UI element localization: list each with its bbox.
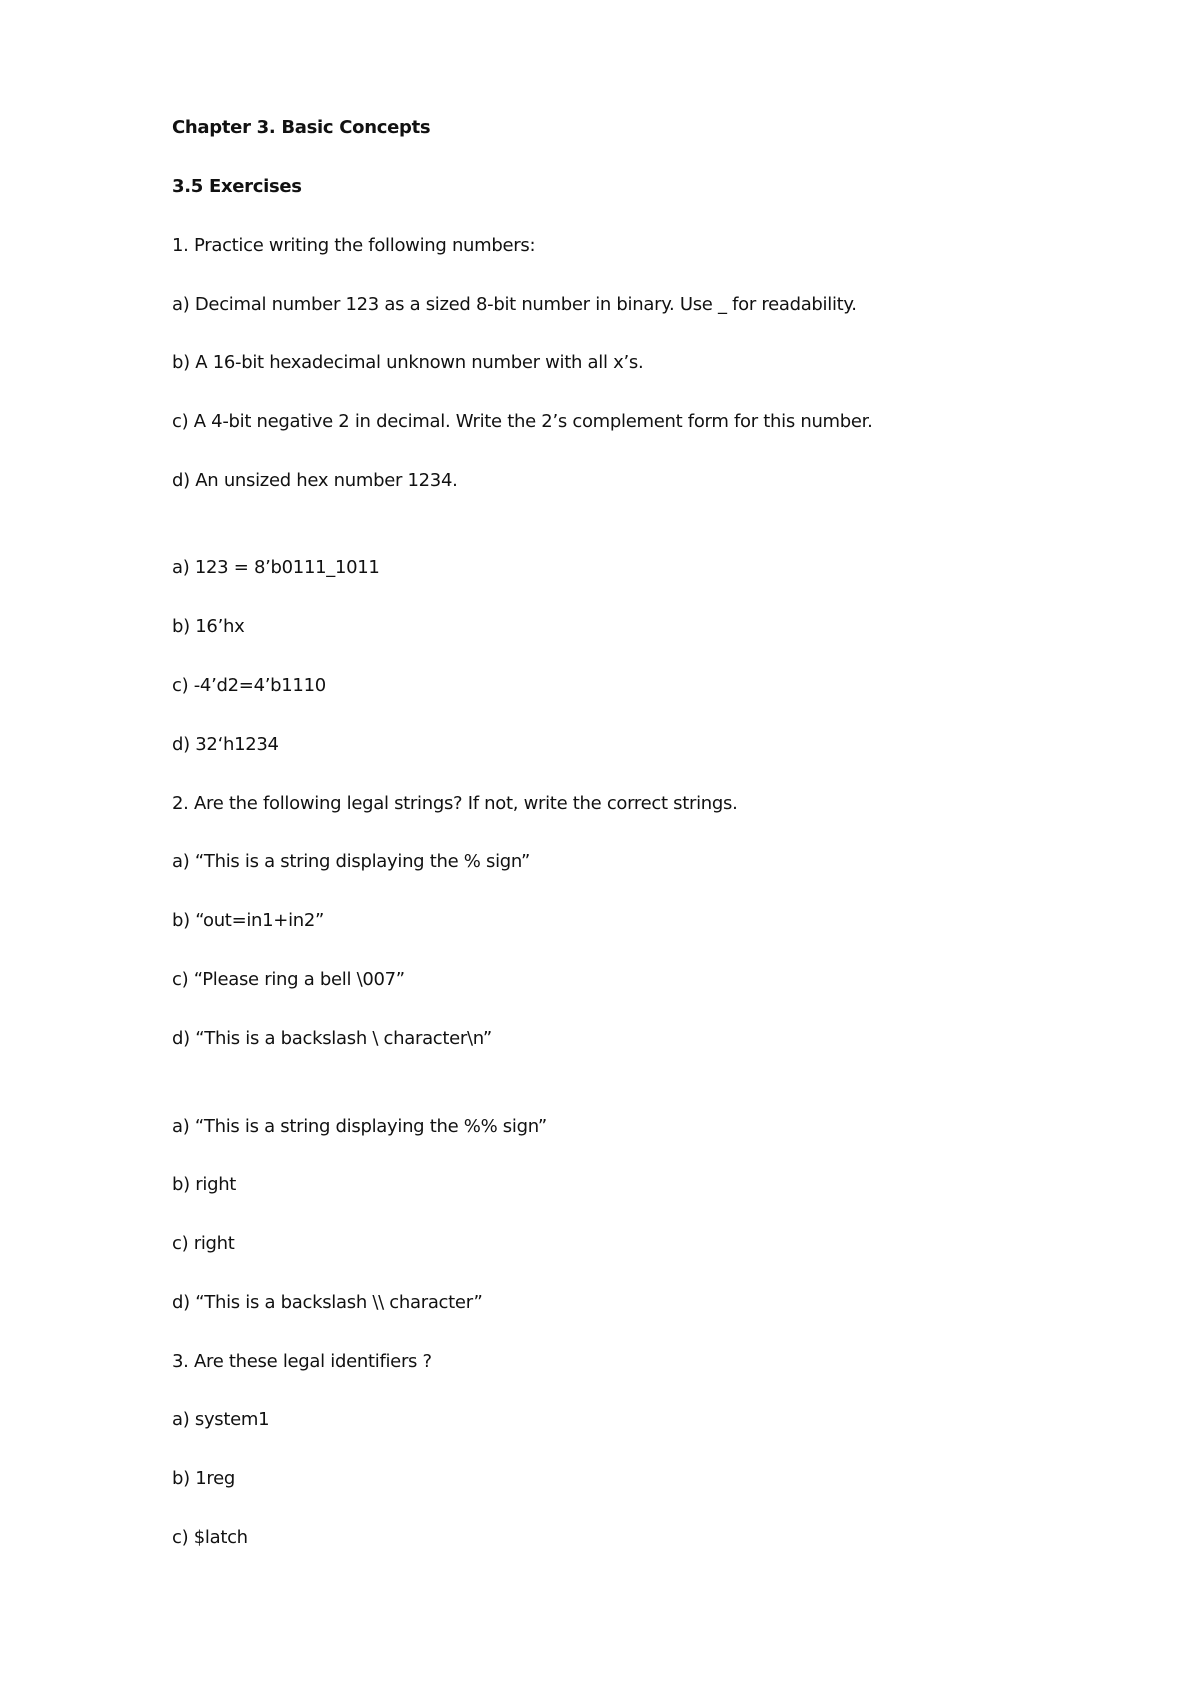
answer-1-c: c) -4’d2=4’b1110 <box>172 675 326 696</box>
question-3-item-b: b) 1reg <box>172 1468 236 1489</box>
question-1-item-c: c) A 4-bit negative 2 in decimal. Write the 2’s complement form for this number. <box>172 411 873 432</box>
question-2-item-d: d) “This is a backslash \ character\n” <box>172 1028 492 1049</box>
answer-2-a: a) “This is a string displaying the %% sign” <box>172 1116 547 1137</box>
question-2-prompt: 2. Are the following legal strings? If not, write the correct strings. <box>172 793 738 814</box>
answer-1-a: a) 123 = 8’b0111_1011 <box>172 557 380 578</box>
question-3-item-c: c) $latch <box>172 1527 248 1548</box>
question-2-item-c: c) “Please ring a bell \007” <box>172 969 405 990</box>
question-2-item-b: b) “out=in1+in2” <box>172 910 325 931</box>
answer-1-d: d) 32‘h1234 <box>172 734 279 755</box>
question-2-item-a: a) “This is a string displaying the % sign” <box>172 851 531 872</box>
question-1-prompt: 1. Practice writing the following numbers: <box>172 235 536 256</box>
chapter-title: Chapter 3. Basic Concepts <box>172 117 431 138</box>
question-3-prompt: 3. Are these legal identifiers ? <box>172 1351 432 1372</box>
question-3-item-a: a) system1 <box>172 1409 270 1430</box>
question-1-item-d: d) An unsized hex number 1234. <box>172 470 458 491</box>
answer-2-d: d) “This is a backslash \\ character” <box>172 1292 483 1313</box>
answer-1-b: b) 16’hx <box>172 616 245 637</box>
answer-2-b: b) right <box>172 1174 237 1195</box>
question-1-item-b: b) A 16-bit hexadecimal unknown number with all x’s. <box>172 352 644 373</box>
question-1-item-a: a) Decimal number 123 as a sized 8-bit number in binary. Use _ for readability. <box>172 294 857 315</box>
answer-2-c: c) right <box>172 1233 235 1254</box>
section-title: 3.5 Exercises <box>172 176 302 197</box>
